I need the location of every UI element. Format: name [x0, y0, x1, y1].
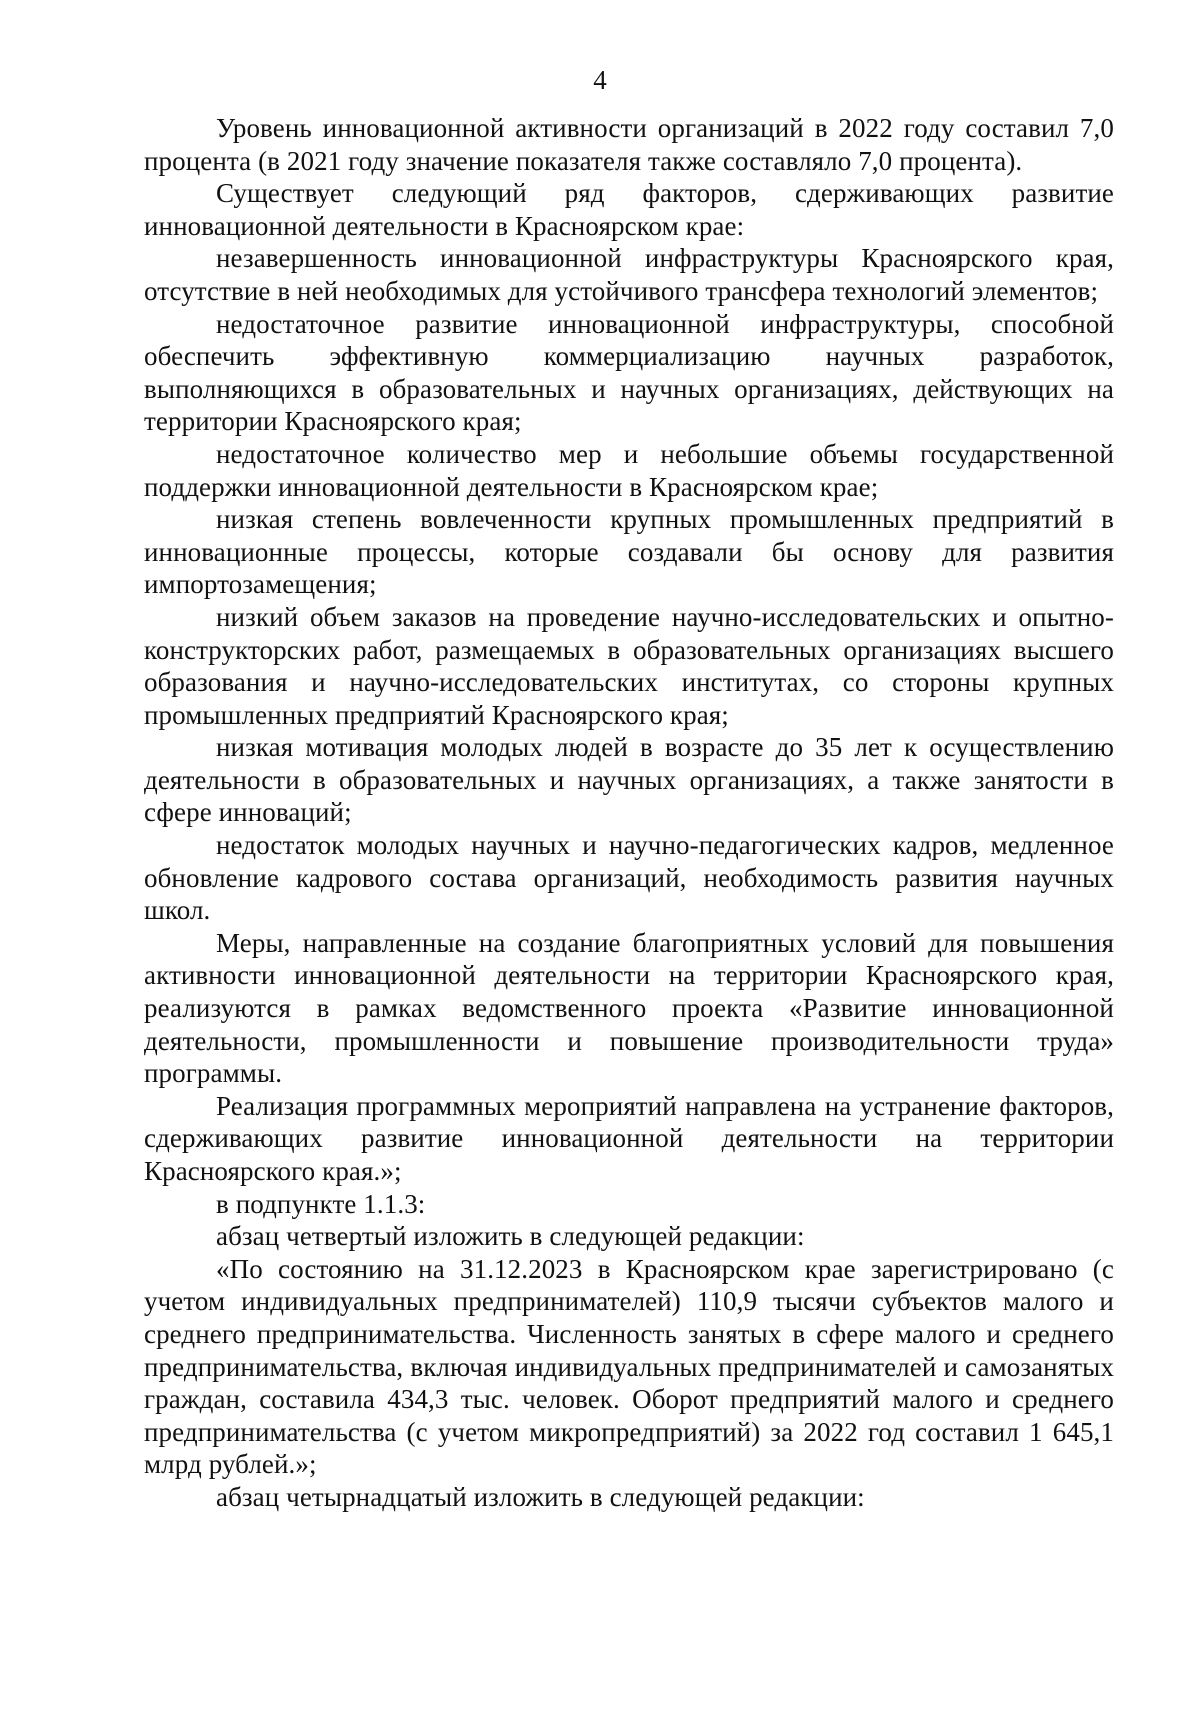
paragraph-amendment-fourth: абзац четвертый изложить в следующей редакции:: [216, 1221, 805, 1252]
paragraph-measures: Меры, направленные на создание благоприятных условий для повышения активности инновационной деятельности на территории Красноярского края, реализуются в рамках ведомственного проекта «Развитие инновационной деятельности, промышленности и повышение производительности труда» программы.: [144, 927, 1114, 1089]
paragraph-implementation: Реализация программных мероприятий направлена на устранение факторов, сдерживающих развитие инновационной деятельности на территории Красноярского края.»;: [144, 1090, 1114, 1186]
paragraph-factor-enterprise-involvement: низкая степень вовлеченности крупных промышленных предприятий в инновационные процессы, которые создавали бы основу для развития импортозамещения;: [144, 504, 1114, 600]
paragraph-sme-statistics: «По состоянию на 31.12.2023 в Красноярском крае зарегистрировано (с учетом индивидуальных предпринимателей) 110,9 тысячи субъектов малого и среднего предпринимательства. Численность занятых в сфере малого и среднего предпринимательства, включая индивидуальных предпринимателей и самозанятых граждан, составила 434,3 тыс. человек. Оборот предприятий малого и среднего предпринимательства (с учетом микропредприятий) за 2022 год составил 1 645,1 млрд рублей.»;: [144, 1253, 1114, 1480]
paragraph-factor-youth-motivation: низкая мотивация молодых людей в возрасте до 35 лет к осуществлению деятельности в образовательных и научных организациях, а также занятости в сфере инноваций;: [144, 732, 1114, 828]
paragraph-innovation-activity: Уровень инновационной активности организаций в 2022 году составил 7,0 процента (в 2021 году значение показателя также составляло 7,0 процента).: [144, 113, 1114, 176]
paragraph-factor-staff-shortage: недостаток молодых научных и научно-педагогических кадров, медленное обновление кадрового состава организаций, необходимость развития научных школ.: [144, 830, 1114, 926]
paragraph-factor-infrastructure-insufficient: недостаточное развитие инновационной инфраструктуры, способной обеспечить эффективную коммерциализацию научных разработок, выполняющихся в образовательных и научных организациях, действующих на территории Красноярского края;: [144, 308, 1114, 437]
paragraph-factors-intro: Существует следующий ряд факторов, сдерживающих развитие инновационной деятельности в Красноярском крае:: [144, 178, 1114, 241]
paragraph-subclause-reference: в подпункте 1.1.3:: [216, 1188, 426, 1219]
paragraph-factor-infrastructure-incomplete: незавершенность инновационной инфраструктуры Красноярского края, отсутствие в ней необходимых для устойчивого трансфера технологий элементов;: [144, 243, 1114, 306]
document-body: [144, 112, 1114, 1514]
paragraph-factor-rd-orders: низкий объем заказов на проведение научно-исследовательских и опытно-конструкторских работ, размещаемых в образовательных организациях высшего образования и научно-исследовательских институтах, со стороны крупных промышленных предприятий Красноярского края;: [144, 601, 1114, 730]
paragraph-amendment-fourteenth: абзац четырнадцатый изложить в следующей редакции:: [216, 1481, 865, 1512]
page-number: 4: [593, 65, 607, 95]
paragraph-factor-support-measures: недостаточное количество мер и небольшие объемы государственной поддержки инновационной деятельности в Красноярском крае;: [144, 438, 1114, 502]
